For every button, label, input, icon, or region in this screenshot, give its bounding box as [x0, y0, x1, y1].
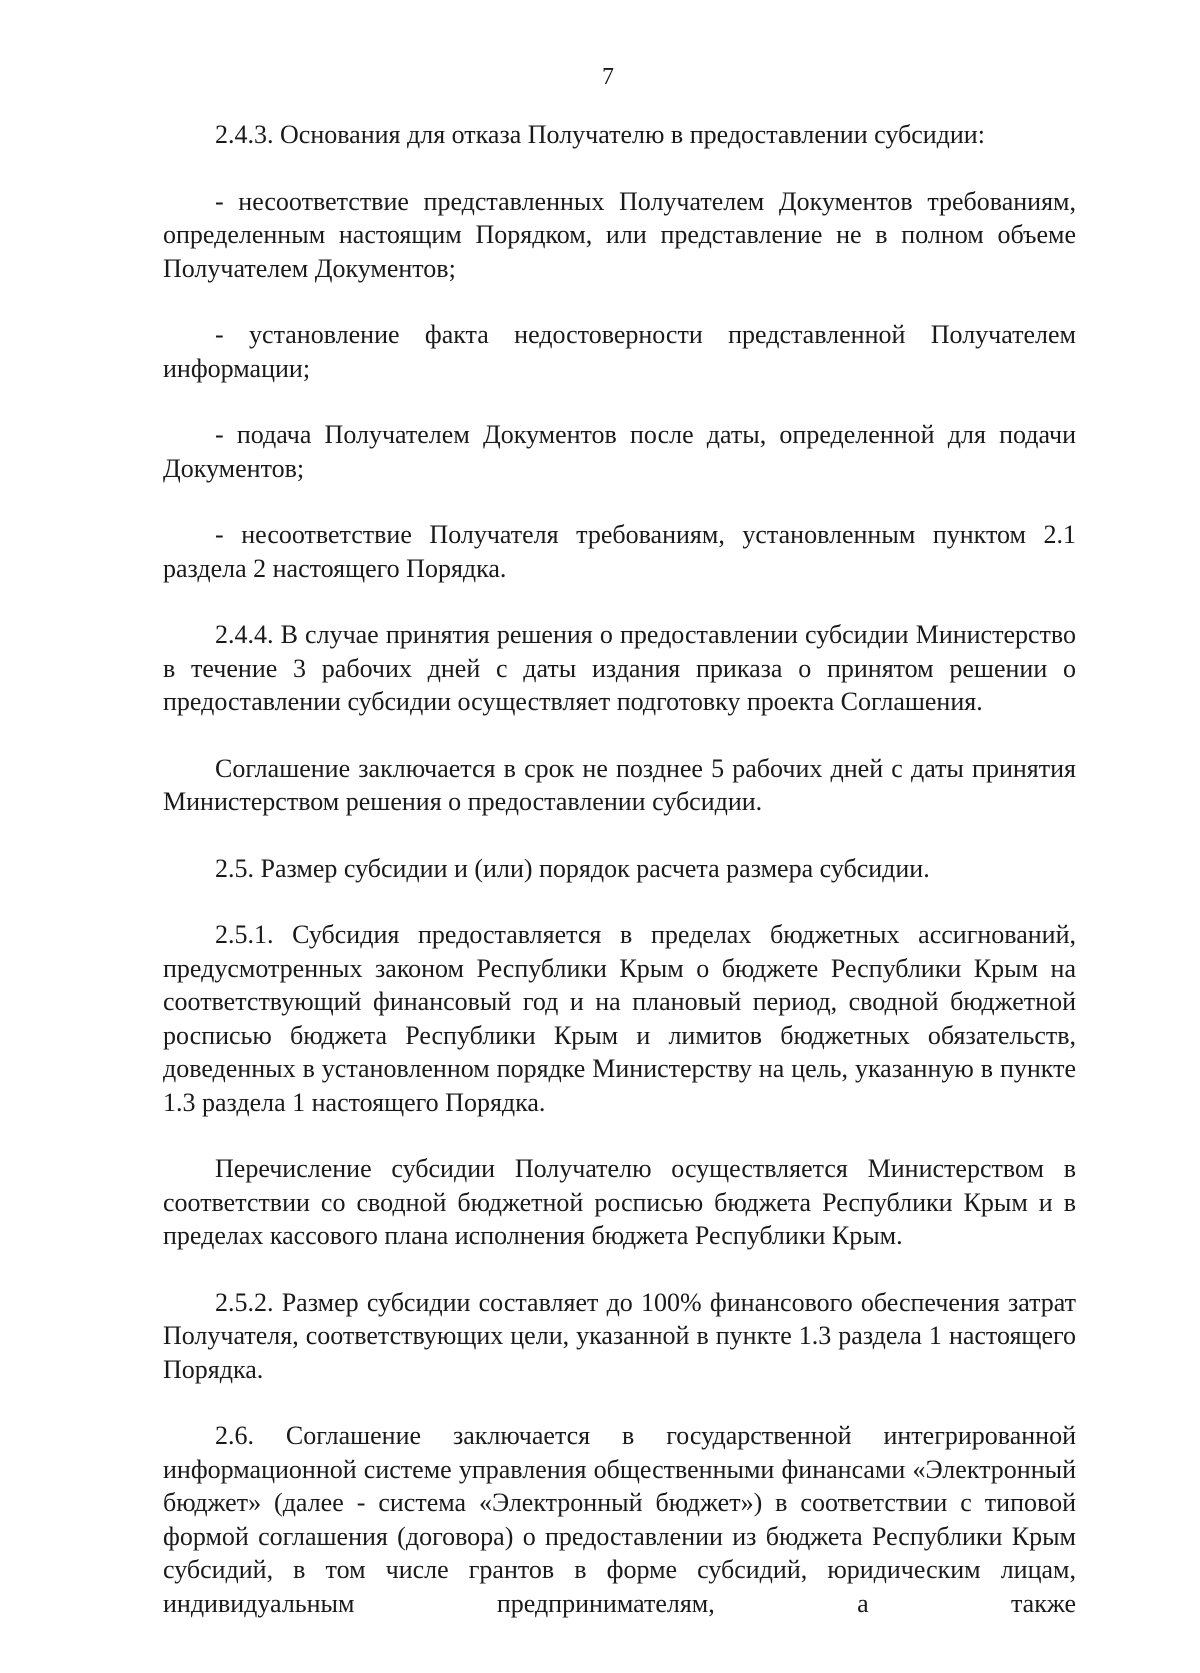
page-number: 7: [602, 64, 614, 90]
paragraph-2-5: 2.5. Размер субсидии и (или) порядок расчета размера субсидии.: [215, 853, 930, 883]
paragraph-2-5-1: 2.5.1. Субсидия предоставляется в пределах бюджетных ассигнований, предусмотренных законом Республики Крым о бюджете Республики Крым на соответствующий финансовый год и на плановый период, сводной бюджетной росписью бюджета Республики Крым и лимитов бюджетных обязательств, доведенных в установленном порядке Министерству на цель, указанную в пункте 1.3 раздела 1 настоящего Порядка.: [163, 920, 1076, 1117]
list-item-late-submission: - подача Получателем Документов после даты, определенной для подачи Документов;: [163, 420, 1076, 483]
paragraph-agreement-deadline: Соглашение заключается в срок не позднее 5 рабочих дней с даты принятия Министерством решения о предоставлении субсидии.: [163, 753, 1076, 816]
list-item-requirements-mismatch: - несоответствие Получателя требованиям, установленным пунктом 2.1 раздела 2 настоящего Порядка.: [163, 520, 1076, 583]
list-item-documents-mismatch: - несоответствие представленных Получателем Документов требованиям, определенным настоящим Порядком, или представление не в полном объеме Получателем Документов;: [163, 186, 1076, 283]
document-body: [163, 118, 1076, 1620]
paragraph-2-5-2: 2.5.2. Размер субсидии составляет до 100% финансового обеспечения затрат Получателя, соответствующих цели, указанной в пункте 1.3 раздела 1 настоящего Порядка.: [163, 1287, 1076, 1384]
paragraph-subsidy-transfer: Перечисление субсидии Получателю осуществляется Министерством в соответствии со сводной бюджетной росписью бюджета Республики Крым и в пределах кассового плана исполнения бюджета Республики Крым.: [163, 1154, 1076, 1250]
paragraph-2-6: 2.6. Соглашение заключается в государственной интегрированной информационной системе управления общественными финансами «Электронный бюджет» (далее - система «Электронный бюджет») в соответствии с типовой формой соглашения (договора) о предоставлении из бюджета Республики Крым субсидий, в том числе грантов в форме субсидий, юридическим лицам, индивидуальным предпринимателям, а также: [163, 1421, 1076, 1618]
paragraph-2-4-3: 2.4.3. Основания для отказа Получателю в предоставлении субсидии:: [215, 120, 985, 149]
paragraph-2-4-4: 2.4.4. В случае принятия решения о предоставлении субсидии Министерство в течение 3 рабочих дней с даты издания приказа о принятом решении о предоставлении субсидии осуществляет подготовку проекта Соглашения.: [163, 620, 1076, 716]
list-item-false-information: - установление факта недостоверности представленной Получателем информации;: [163, 320, 1076, 383]
